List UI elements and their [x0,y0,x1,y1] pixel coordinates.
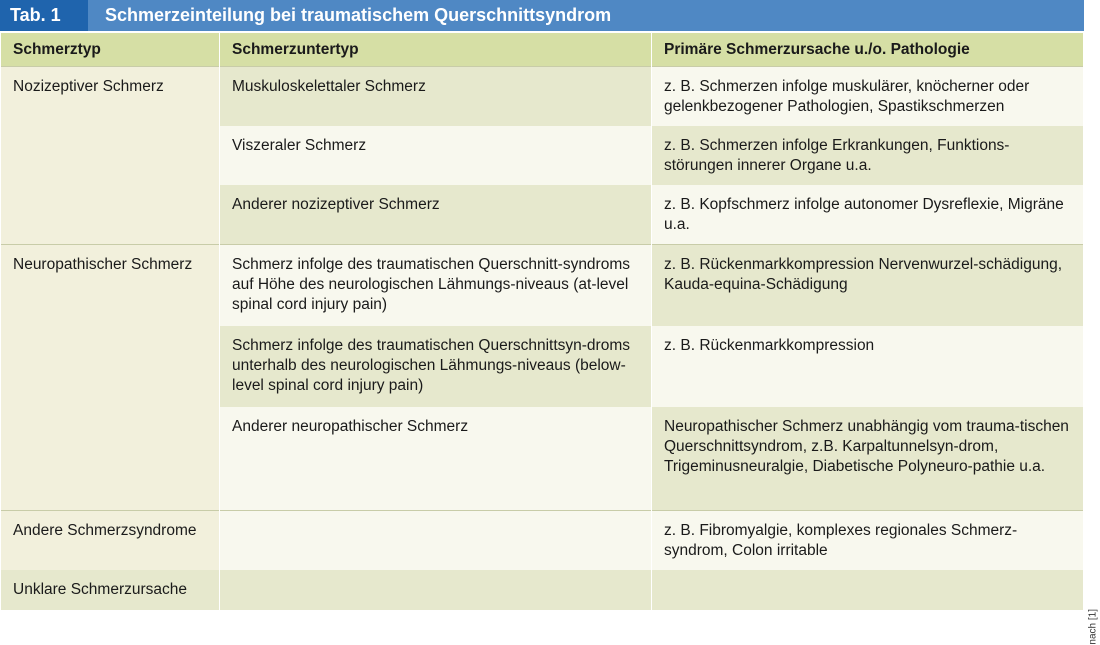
cell-schmerzuntertyp: Anderer neuropathischer Schmerz [220,407,652,511]
table-number-label: Tab. 1 [0,0,88,31]
table-row [1,570,1083,610]
cell-schmerzuntertyp: Anderer nozizeptiver Schmerz [220,185,652,245]
table-header-row [1,33,1083,67]
table-row [1,67,1083,127]
cell-schmerztyp [1,326,220,407]
cell-schmerzursache: z. B. Rückenmarkkompression Nervenwurzel-schädigung, Kauda-equina-Schädigung [652,245,1083,326]
cell-schmerzuntertyp: Schmerz infolge des traumatischen Querschnitt-syndroms auf Höhe des neurologischen Lähmungs-niveaus (at-level spinal cord injury pain) [220,245,652,326]
cell-schmerztyp [1,407,220,511]
pain-classification-table [0,33,1083,610]
cell-schmerztyp: Unklare Schmerzursache [1,570,220,610]
table-row [1,245,1083,326]
cell-schmerztyp [1,126,220,185]
cell-schmerztyp: Nozizeptiver Schmerz [1,67,220,127]
cell-schmerzursache: z. B. Rückenmarkkompression [652,326,1083,407]
column-header-schmerzuntertyp: Schmerzuntertyp [220,33,652,67]
cell-schmerzursache: z. B. Schmerzen infolge Erkrankungen, Funktions-störungen innerer Organe u.a. [652,126,1083,185]
source-note: nach [1] [1088,609,1099,645]
table-row [1,511,1083,571]
cell-schmerzursache: z. B. Kopfschmerz infolge autonomer Dysreflexie, Migräne u.a. [652,185,1083,245]
cell-schmerzursache: z. B. Schmerzen infolge muskulärer, knöcherner oder gelenkbezogener Pathologien, Spastikschmerzen [652,67,1083,127]
column-header-schmerztyp: Schmerztyp [1,33,220,67]
cell-schmerzursache: z. B. Fibromyalgie, komplexes regionales Schmerz-syndrom, Colon irritable [652,511,1083,571]
table-row [1,185,1083,245]
table-row [1,126,1083,185]
table-row [1,326,1083,407]
cell-schmerzuntertyp: Schmerz infolge des traumatischen Querschnittsyn-droms unterhalb des neurologischen Lähmungs-niveaus (below-level spinal cord injury pain) [220,326,652,407]
cell-schmerztyp: Andere Schmerzsyndrome [1,511,220,571]
cell-schmerztyp [1,185,220,245]
cell-schmerzursache [652,570,1083,610]
cell-schmerzursache: Neuropathischer Schmerz unabhängig vom trauma-tischen Querschnittsyndrom, z.B. Karpaltunnelsyn-drom, Trigeminusneuralgie, Diabetische Polyneuro-pathie u.a. [652,407,1083,511]
table-title: Schmerzeinteilung bei traumatischem Querschnittsyndrom [105,5,612,25]
table-title-bar [0,0,1084,31]
table-row [1,407,1083,511]
cell-schmerztyp: Neuropathischer Schmerz [1,245,220,326]
column-header-schmerzursache: Primäre Schmerzursache u./o. Pathologie [652,33,1083,67]
cell-schmerzuntertyp: Muskuloskelettaler Schmerz [220,67,652,127]
cell-schmerzuntertyp [220,570,652,610]
cell-schmerzuntertyp: Viszeraler Schmerz [220,126,652,185]
cell-schmerzuntertyp [220,511,652,571]
